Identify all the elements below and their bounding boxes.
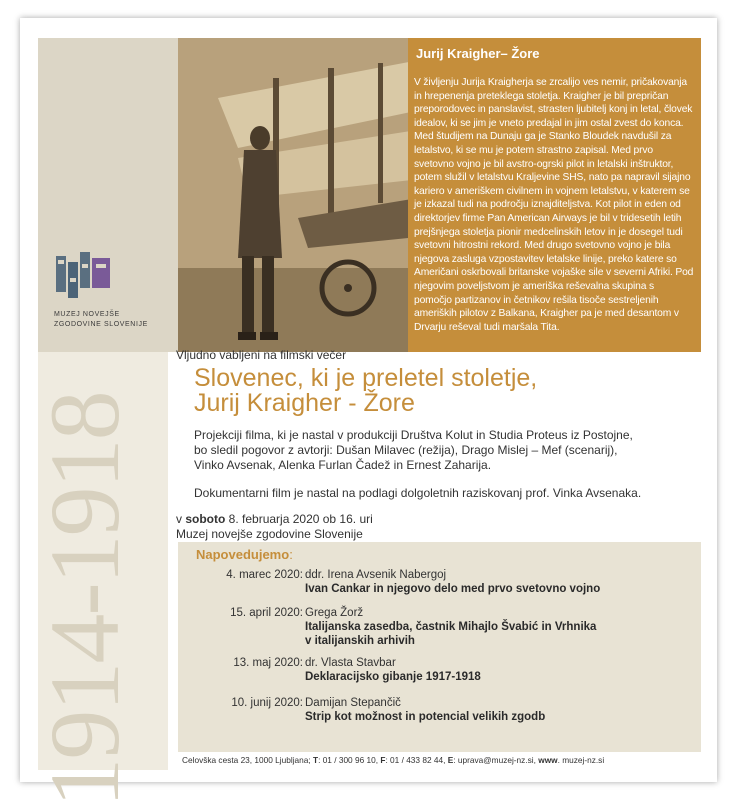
pilot-biplane-image [178,38,430,352]
announcement-title: Strip kot možnost in potencial velikih zgodb [305,711,546,723]
event-when [176,512,373,542]
announcement-title: Deklaracijsko gibanje 1917-1918 [305,671,481,683]
invite-line: Vljudno vabljeni na filmski večer [176,348,347,362]
announcement-date: 13. maj 2020: [233,657,303,669]
announcement-speaker: ddr. Irena Avsenik Nabergoj [305,569,447,581]
announcement-speaker: Damijan Stepančič [305,697,401,709]
years-vertical: 1914-1918 [29,392,140,808]
biography-panel [408,38,701,352]
documentary-note: Dokumentarni film je nastal na podlagi dolgoletnih raziskovanj prof. Vinka Avsenaka. [194,486,642,500]
announcement-date: 15. april 2020: [230,607,303,619]
museum-name [54,310,174,330]
announcements-title: Napovedujemo: [196,547,293,562]
event-place: Muzej novejše zgodovine Slovenije [176,527,363,541]
museum-logo-icon [54,248,114,306]
projection-line3: Vinko Avsenak, Alenka Furlan Čadež in Ernest Zaharija. [194,458,492,472]
announcement-title: Italijanska zasedba, častnik Mihajlo Švabić in Vrhnika v italijanskih arhivih [305,621,597,647]
poster [20,18,717,808]
biography-text: V življenju Jurija Kraigherja se zrcalijo ves nemir, pričakovanja in hrepenenja preteklega stoletja. Kraigher je bil prepričan preporodovec in panslavist, strasten ljubitelj konj in letal, človek idealov, ki se jim je vneto predajal in jim ostal zvest do konca. Med študijem na Dunaju ga je Stanko Bloudek navdušil za letalstvo, ki se mu je potem strastno zapisal. Med prvo svetovno vojno je bil avstro-ogrski pilot in letalski inštruktor, potem služil v letalstvu Kraljevine SHS, nato pa napravil sijajno kariero v ameriškem civilnem in vojnem letalstvu, v katerem se je izkazal tudi na področju iznajditeljstva. Kot pilot in eden od direktorjev firme Pan American Airways je bil v tridesetih letih prejšnjega stoletja pionir medcelinskih letov in je dosegel tudi svetovni hitrostni rekord. Med drugo svetovno vojno je bila njegova zasluga vzpostavitev letalske linije, preko katere so Američani oskrbovali britanske vojaške sile v severni Afriki. Pod njegovim poveljstvom je ameriška reševalna skupina s pomočjo partizanov in četnikov rešila tisoče sestreljenih ameriških pilotov z Balkana, Kraigher pa je med desantom v Drvarju reševal tudi maršala Tita. [414,77,694,333]
announcement-speaker: Grega Žorž [305,607,364,619]
biography-title: Jurij Kraigher– Žore [416,46,540,61]
projection-line1: Projekciji filma, ki je nastal v produkciji Društva Kolut in Studia Proteus iz Postojne, [194,428,633,442]
projection-paragraph [194,428,633,473]
contact-line: Celovška cesta 23, 1000 Ljubljana; T: 01 / 300 96 10, F: 01 / 433 82 44, E: uprava@muzej-nz.si, www. muzej-nz.si [182,755,605,765]
event-day: soboto [185,512,226,526]
announcement-speaker: dr. Vlasta Stavbar [305,657,396,669]
announcement-date: 4. marec 2020: [226,569,303,581]
event-title-line2: Jurij Kraigher - Žore [194,389,415,417]
announcements-panel [178,542,701,770]
event-title [194,366,537,416]
museum-name-line2: ZGODOVINE SLOVENIJE [54,321,148,328]
announcement-title: Ivan Cankar in njegovo delo med prvo svetovno vojno [305,583,601,595]
projection-line2: bo sledil pogovor z avtorji: Dušan Milavec (režija), Drago Mislej – Mef (scenarij), [194,443,618,457]
event-date-line: v soboto 8. februarja 2020 ob 16. uri [176,512,373,526]
historic-photo [178,38,430,352]
museum-logo [54,248,164,311]
event-title-line1: Slovenec, ki je preletel stoletje, [194,364,538,392]
contact-footer [178,752,701,770]
announcement-date: 10. junij 2020: [231,697,303,709]
museum-name-line1: MUZEJ NOVEJŠE [54,311,120,318]
